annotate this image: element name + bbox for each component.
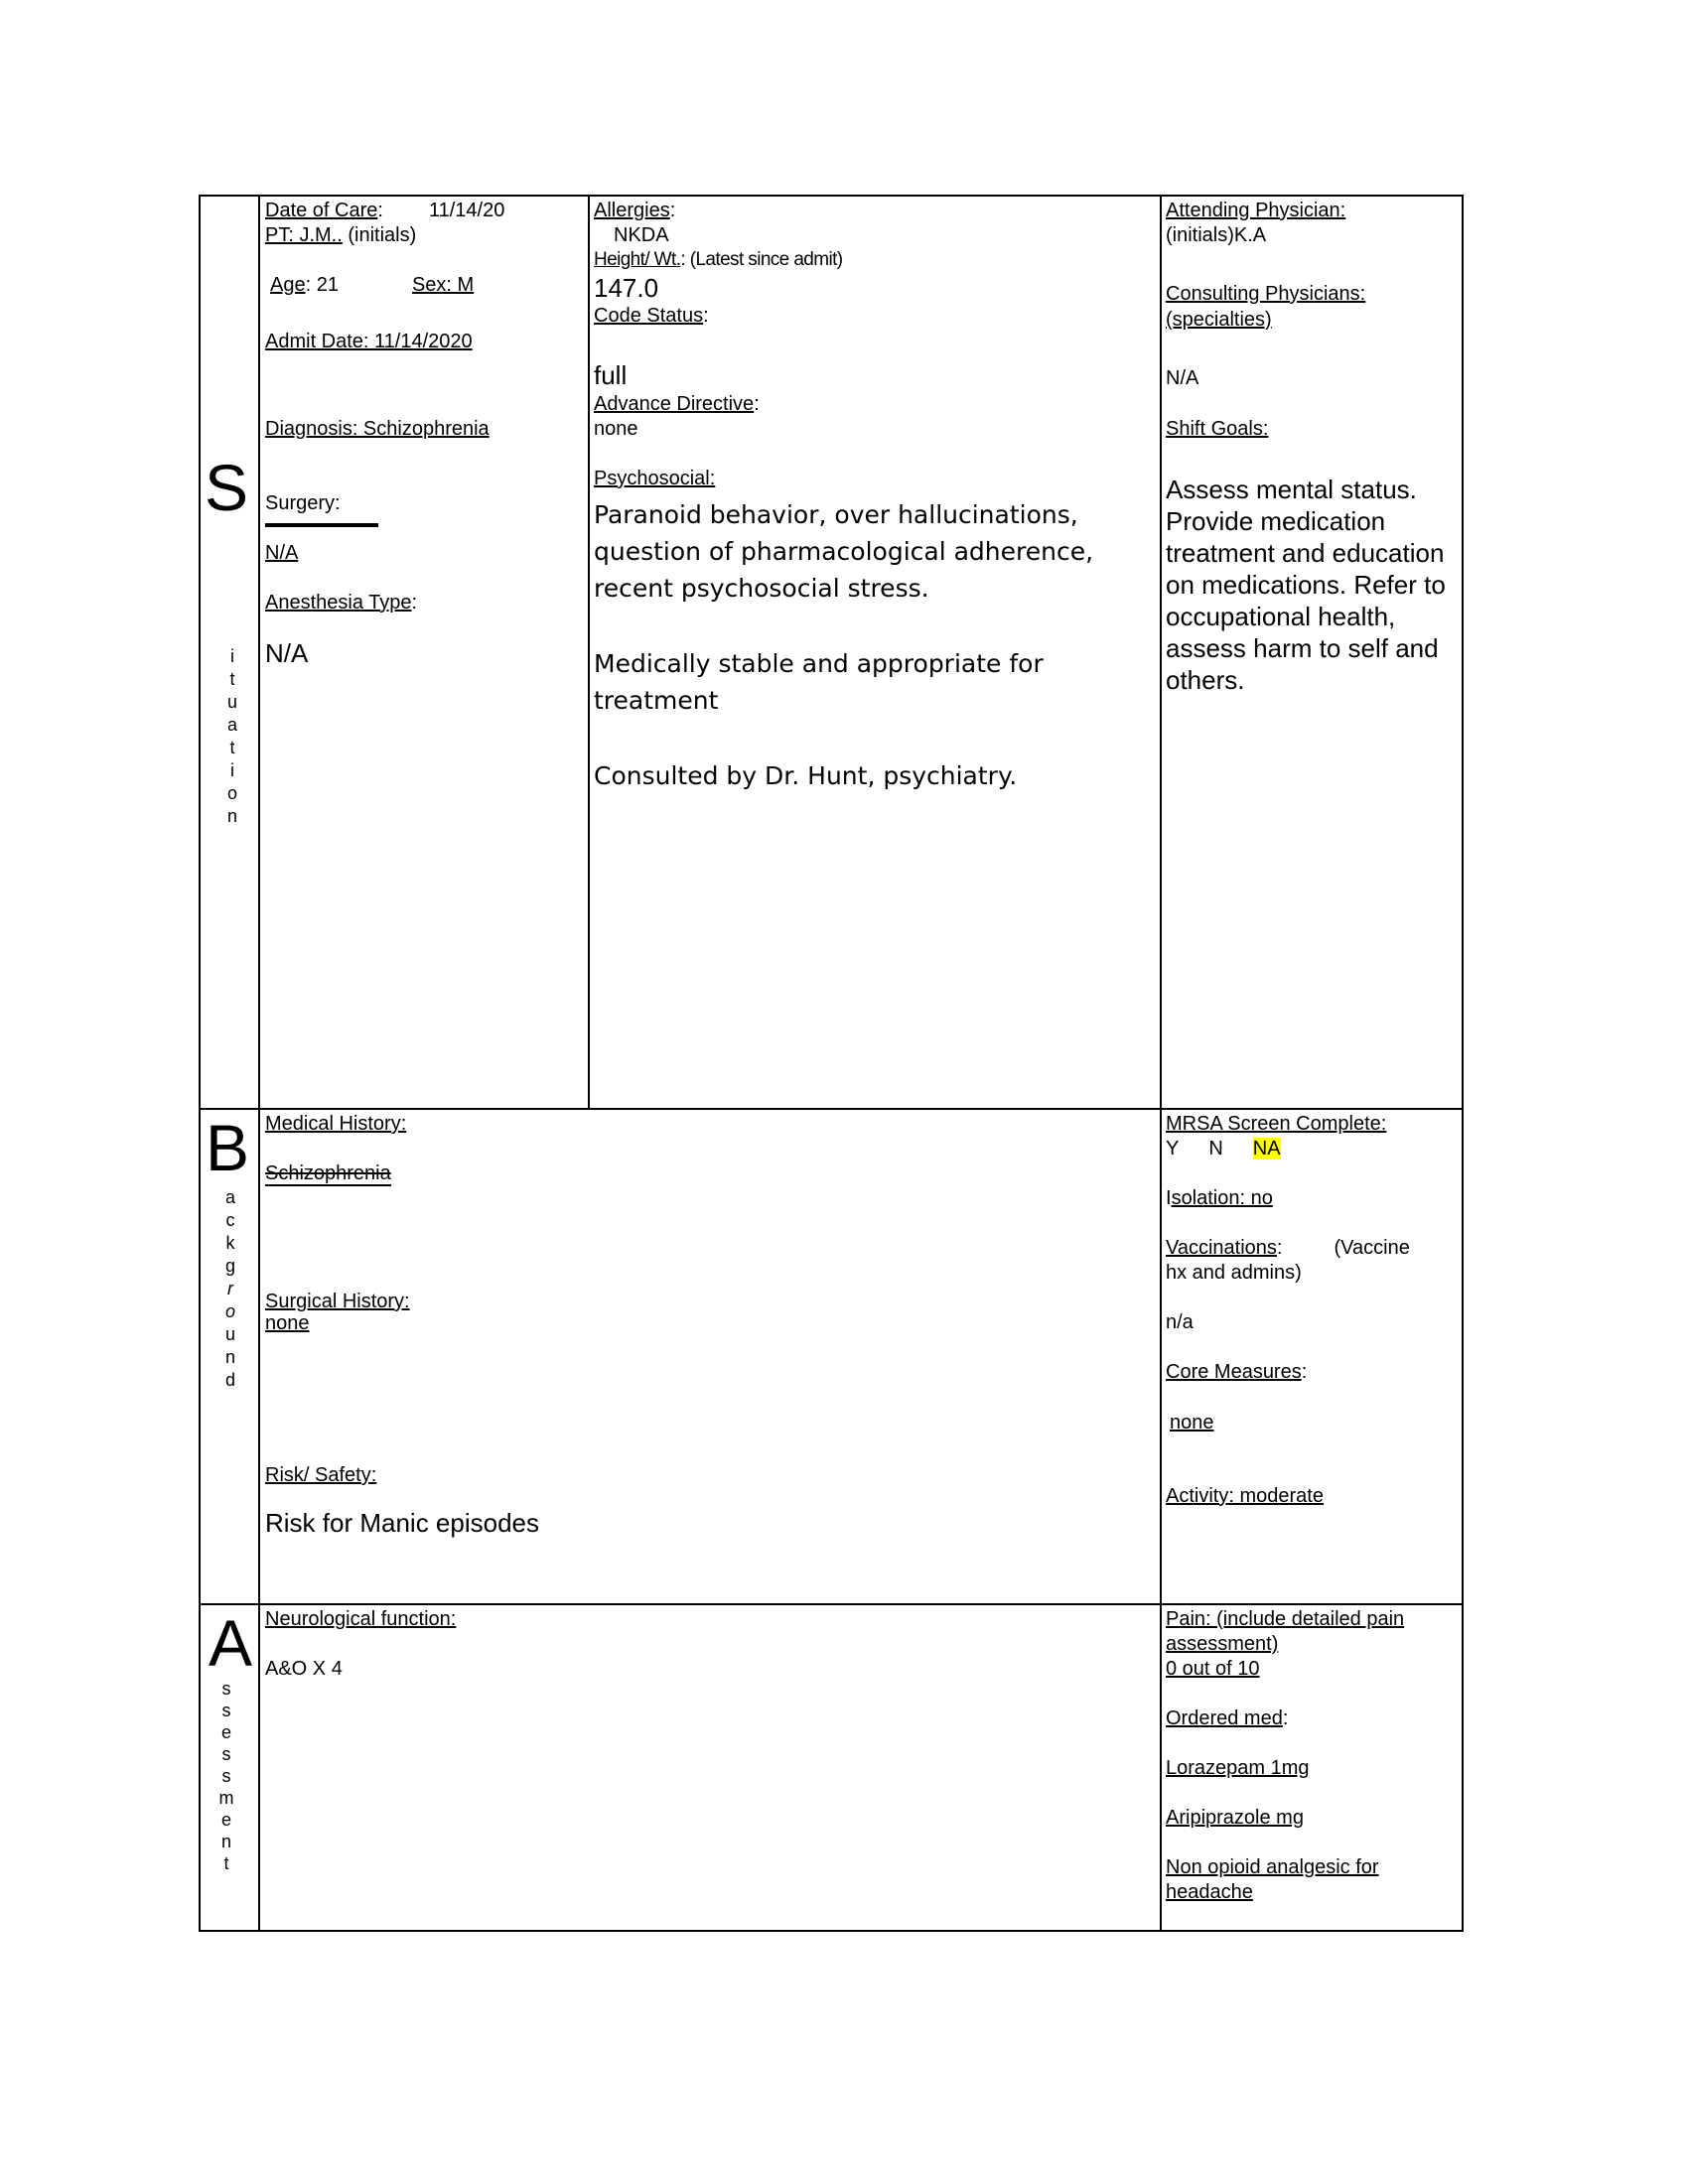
neurological-function-label: Neurological function: xyxy=(265,1608,457,1630)
core-measures-value: none xyxy=(1170,1412,1214,1433)
ordered-med-analgesic: Non opioid analgesic for xyxy=(1166,1856,1379,1878)
code-status-value: full xyxy=(594,360,628,390)
attending-physician-label: Attending Physician: xyxy=(1166,200,1346,221)
vaccinations-label: Vaccinations: (Vaccine xyxy=(1166,1237,1410,1259)
surgery-value: N/A xyxy=(265,542,299,564)
code-status-label: Code Status: xyxy=(594,305,709,327)
letter-column-divider xyxy=(258,195,260,1932)
consulting-physicians-label: Consulting Physicians: xyxy=(1166,283,1366,305)
neurological-function-value: A&O X 4 xyxy=(265,1658,343,1680)
ordered-med-label: Ordered med: xyxy=(1166,1707,1289,1729)
consulting-physicians-value: N/A xyxy=(1166,367,1199,389)
psychosocial-notes-2: Medically stable and appropriate for treatment xyxy=(594,649,1044,715)
assessment-vertical-label: s s e s s m e n t xyxy=(218,1679,234,1873)
background-vertical-label: a c k g r o u n d xyxy=(224,1187,235,1390)
allergies-label: Allergies: xyxy=(594,200,676,221)
situation-background-divider xyxy=(199,1108,1464,1110)
surgical-history-label: Surgical History: xyxy=(265,1291,410,1312)
age-sex: Age: 21 Sex: M xyxy=(270,274,475,296)
situation-vertical-label: i t u a t i o n xyxy=(226,646,237,826)
core-measures-label: Core Measures: xyxy=(1166,1361,1308,1383)
risk-safety-label: Risk/ Safety: xyxy=(265,1464,377,1486)
background-letter: B xyxy=(206,1111,250,1184)
anesthesia-type: Anesthesia Type: xyxy=(265,592,418,614)
diagnosis: Diagnosis: Schizophrenia xyxy=(265,418,490,440)
height-weight-label: Height/ Wt.: (Latest since admit) xyxy=(594,249,843,270)
admit-date: Admit Date: 11/14/2020 xyxy=(265,331,473,352)
consulting-physicians-specialties: (specialties) xyxy=(1166,309,1272,331)
situation-mid-divider xyxy=(588,195,590,1110)
attending-physician-value: (initials)K.A xyxy=(1166,224,1267,246)
mrsa-screen-options: Y N NA xyxy=(1166,1138,1281,1160)
surgery-label: Surgery: xyxy=(265,492,341,514)
assessment-letter: A xyxy=(209,1606,253,1680)
isolation: Isolation: no xyxy=(1166,1187,1273,1209)
patient-initials: PT: J.M.. (initials) xyxy=(265,224,417,246)
pain-label: Pain: (include detailed pain xyxy=(1166,1608,1405,1630)
surgery-rule xyxy=(265,523,378,527)
medical-history-value: Schizophrenia xyxy=(265,1162,391,1184)
ordered-med-aripiprazole: Aripiprazole mg xyxy=(1166,1807,1304,1829)
shift-goals-label: Shift Goals: xyxy=(1166,418,1269,440)
pain-value: 0 out of 10 xyxy=(1166,1658,1260,1680)
risk-safety-value: Risk for Manic episodes xyxy=(265,1508,539,1538)
psychosocial-label: Psychosocial: xyxy=(594,468,716,489)
medical-history-label: Medical History: xyxy=(265,1113,407,1135)
surgical-history-value: none xyxy=(265,1312,310,1334)
anesthesia-value: N/A xyxy=(265,638,309,668)
date-of-care: Date of Care: 11/14/20 xyxy=(265,200,505,221)
situation-letter: S xyxy=(205,451,249,524)
ordered-med-analgesic-2: headache xyxy=(1166,1881,1253,1903)
background-assessment-divider xyxy=(199,1603,1464,1605)
advance-directive-value: none xyxy=(594,418,638,440)
ordered-med-lorazepam: Lorazepam 1mg xyxy=(1166,1757,1310,1779)
activity: Activity: moderate xyxy=(1166,1485,1324,1507)
psychosocial-notes-1: Paranoid behavior, over hallucinations, question of pharmacological adherence, recent psychosocial stress. xyxy=(594,500,1094,603)
psychosocial-notes-3: Consulted by Dr. Hunt, psychiatry. xyxy=(594,761,1018,790)
vaccinations-value: n/a xyxy=(1166,1311,1194,1333)
right-column-divider xyxy=(1160,195,1162,1932)
height-weight-value: 147.0 xyxy=(594,273,659,303)
shift-goals-value: Assess mental status. Provide medication treatment and education on medications. Refer to occupational health, assess harm to self and others. xyxy=(1166,475,1446,695)
sbar-form-frame xyxy=(199,195,1464,1932)
pain-label-2: assessment) xyxy=(1166,1633,1279,1655)
advance-directive-label: Advance Directive: xyxy=(594,393,760,415)
vaccinations-note: hx and admins) xyxy=(1166,1262,1302,1284)
allergies-value: NKDA xyxy=(614,224,669,246)
mrsa-screen-label: MRSA Screen Complete: xyxy=(1166,1113,1387,1135)
